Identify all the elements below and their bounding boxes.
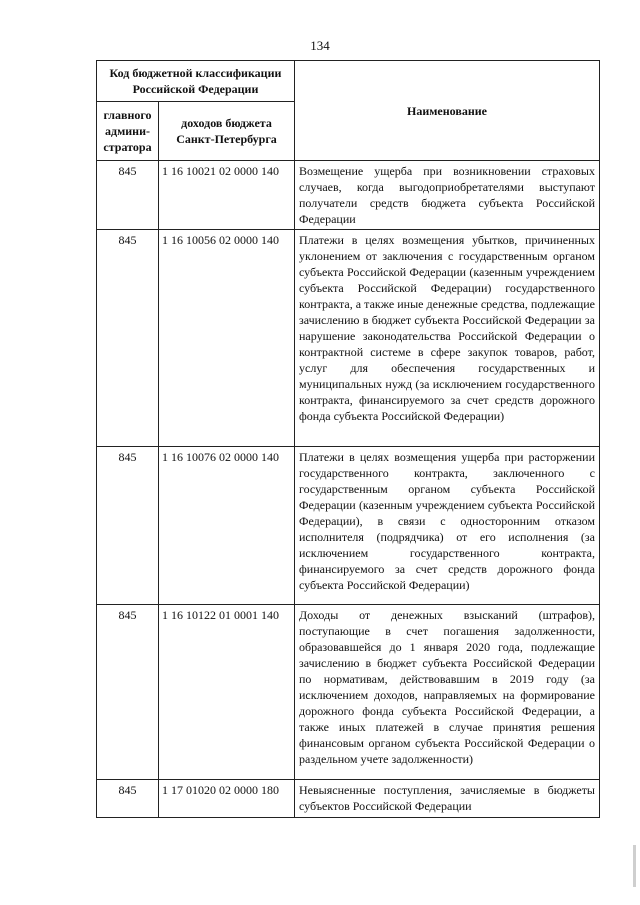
admin-code-cell: 845	[97, 230, 159, 447]
description-cell: Возмещение ущерба при возникновении страховых случаев, когда выгодоприобретателями выступают получатели средств бюджета субъекта Российской Федерации	[295, 161, 600, 230]
table-row	[97, 161, 600, 230]
header-name: Наименование	[295, 61, 600, 161]
admin-code-cell: 845	[97, 161, 159, 230]
description-cell: Доходы от денежных взысканий (штрафов), поступающие в счет погашения задолженности, образовавшейся до 1 января 2020 года, подлежащие зачислению в бюджет субъекта Российской Федерации по нормативам, действовавшим в 2019 году (за исключением доходов, направляемых на формирование дорожного фонда субъекта Российской Федерации, а также иных платежей в случае принятия решения финансовым органом субъекта Российской Федерации о раздельном учете задолженности)	[295, 605, 600, 780]
table-row	[97, 230, 600, 447]
header-admin: главного админи-стратора	[97, 102, 159, 161]
description-cell: Платежи в целях возмещения ущерба при расторжении государственного контракта, заключенного с государственным органом субъекта Российской Федерации (казенным учреждением субъекта Российской Федерации), в связи с односторонним отказом исполнителя (подрядчика) от его исполнения (за исключением государственного контракта, финансируемого за счет средств дорожного фонда субъекта Российской Федерации)	[295, 447, 600, 605]
revenue-code-cell: 1 17 01020 02 0000 180	[159, 780, 295, 818]
header-classification-group: Код бюджетной классификации Российской Федерации	[97, 61, 295, 102]
page-number: 134	[310, 38, 330, 53]
admin-code-cell: 845	[97, 605, 159, 780]
description-cell: Невыясненные поступления, зачисляемые в бюджеты субъектов Российской Федерации	[295, 780, 600, 818]
revenue-code-cell: 1 16 10076 02 0000 140	[159, 447, 295, 605]
scan-edge-mark	[633, 845, 636, 887]
table-row	[97, 447, 600, 605]
revenue-code-cell: 1 16 10021 02 0000 140	[159, 161, 295, 230]
admin-code-cell: 845	[97, 780, 159, 818]
table-row	[97, 605, 600, 780]
budget-classification-table	[96, 60, 600, 818]
table-row	[97, 780, 600, 818]
description-cell: Платежи в целях возмещения убытков, причиненных уклонением от заключения с государственным органом субъекта Российской Федерации (казенным учреждением субъекта Российской Федерации) государственного контракта, а также иные денежные средства, подлежащие зачислению в бюджет субъекта Российской Федерации за нарушение законодательства Российской Федерации о контрактной системе в сфере закупок товаров, работ, услуг для обеспечения государственных и муниципальных нужд (за исключением государственного контракта, финансируемого за счет средств дорожного фонда субъекта Российской Федерации)	[295, 230, 600, 447]
revenue-code-cell: 1 16 10122 01 0001 140	[159, 605, 295, 780]
header-revenue: доходов бюджета Санкт-Петербурга	[159, 102, 295, 161]
header-row-top	[97, 61, 600, 102]
admin-code-cell: 845	[97, 447, 159, 605]
revenue-code-cell: 1 16 10056 02 0000 140	[159, 230, 295, 447]
